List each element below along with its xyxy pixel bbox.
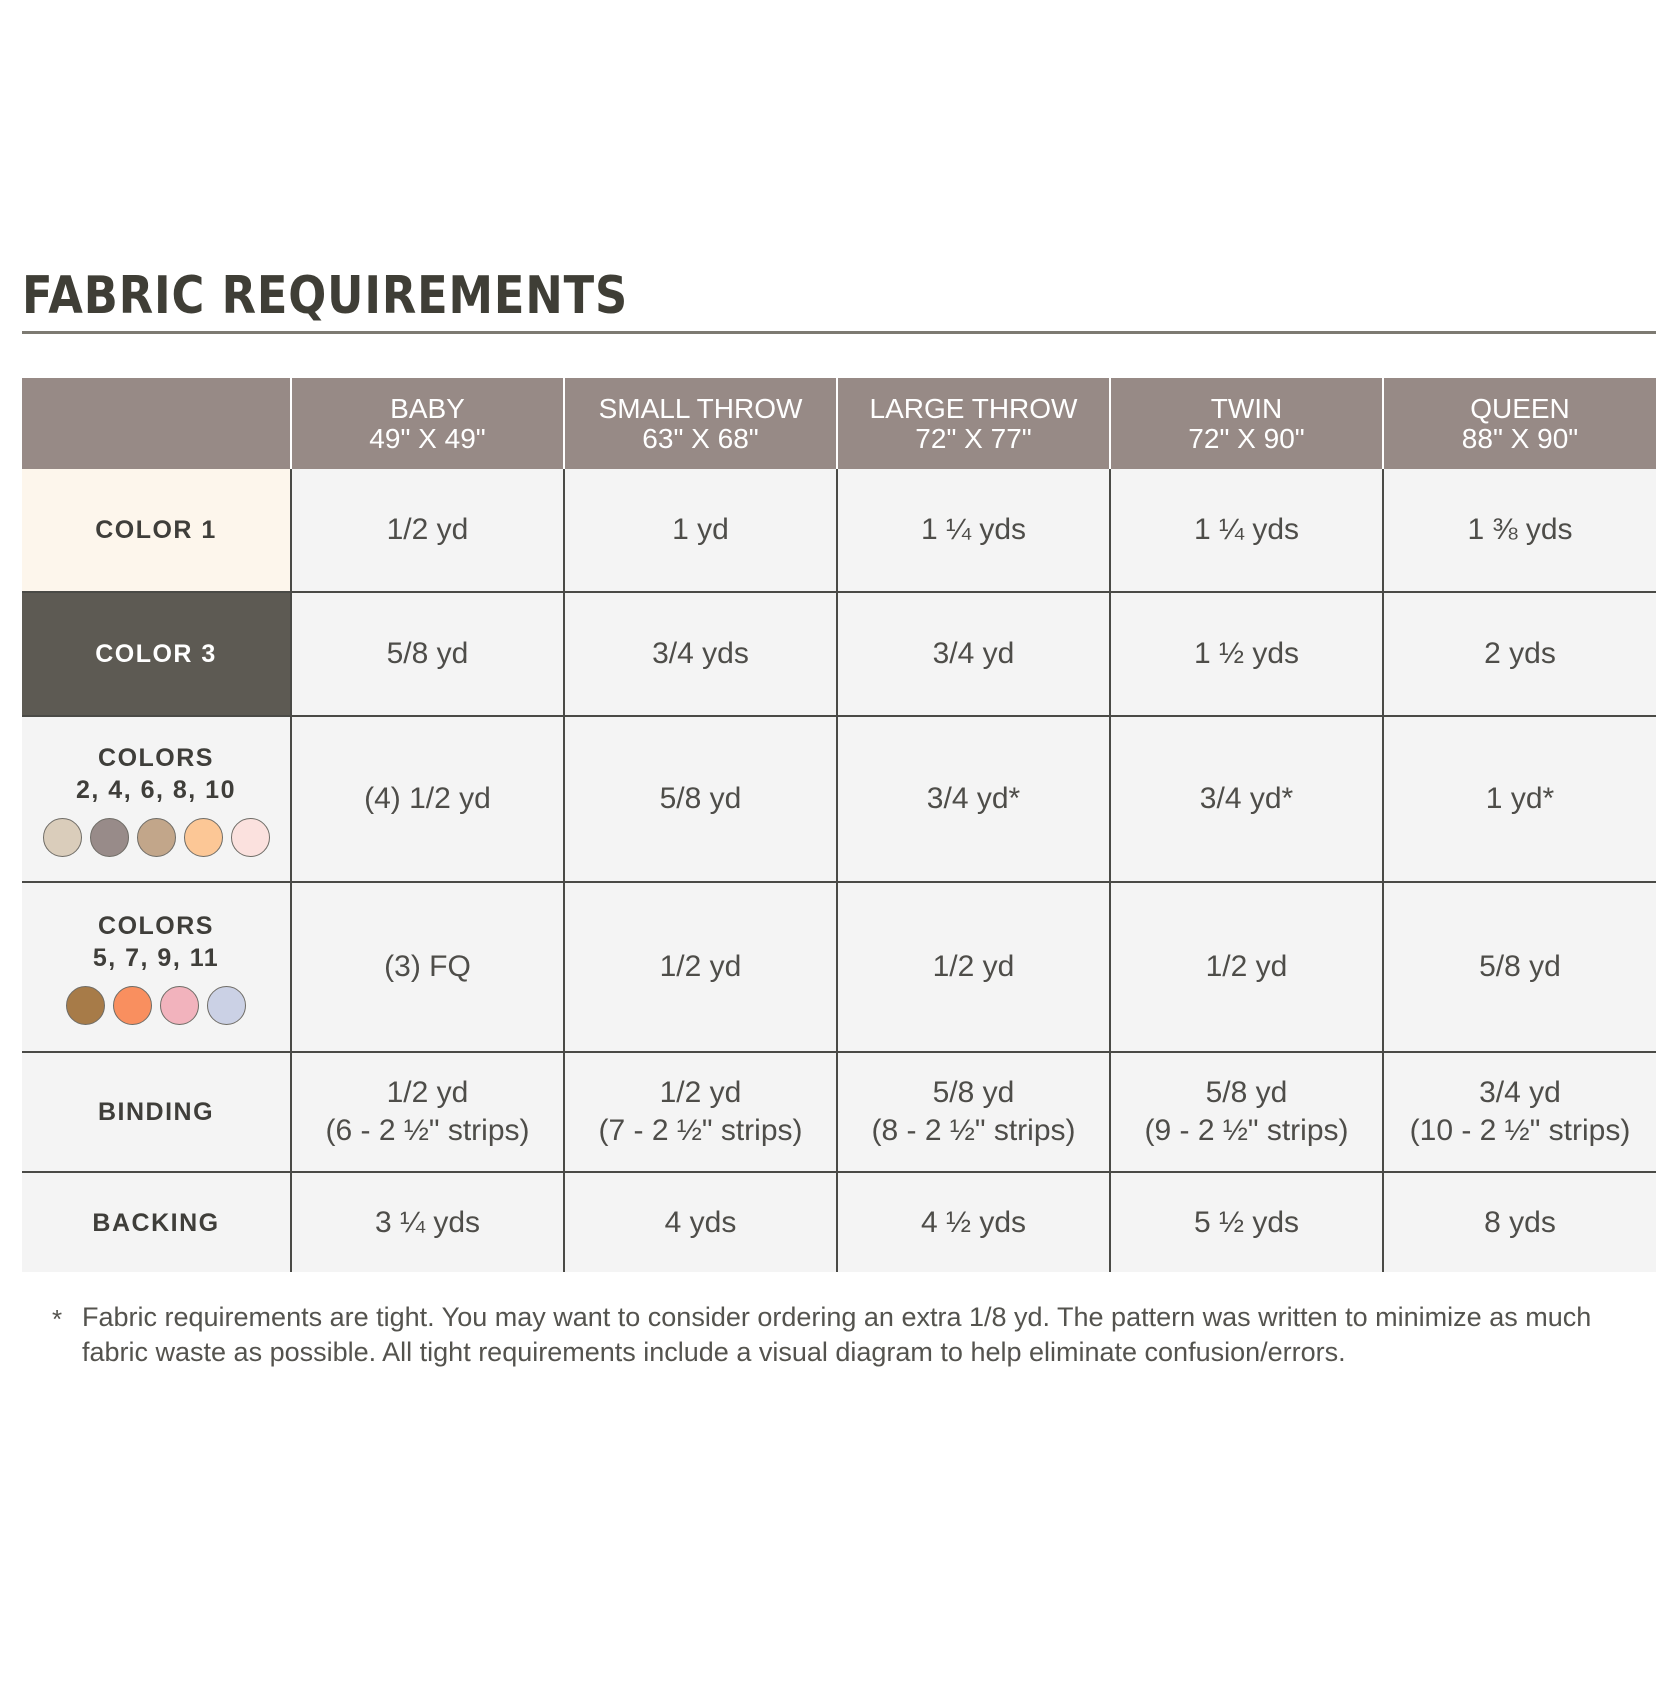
column-name: TWIN bbox=[1210, 392, 1283, 424]
swatch-group bbox=[22, 818, 290, 857]
cell-detail: (7 - 2 ½" strips) bbox=[598, 1114, 803, 1147]
table-cell bbox=[1110, 1052, 1383, 1172]
table-cell bbox=[1383, 1052, 1656, 1172]
row-label-text: COLOR 1 bbox=[95, 516, 217, 544]
table-cell: 1 ¼ yds bbox=[1110, 469, 1383, 592]
table-cell: 5/8 yd bbox=[564, 716, 837, 882]
color-swatch bbox=[231, 818, 270, 857]
column-name: SMALL THROW bbox=[598, 392, 803, 424]
table-cell bbox=[291, 1052, 564, 1172]
column-name: LARGE THROW bbox=[869, 392, 1078, 424]
table-cell: 5/8 yd bbox=[291, 592, 564, 716]
table-cell: 3/4 yd* bbox=[1110, 716, 1383, 882]
table-cell: 1/2 yd bbox=[291, 469, 564, 592]
title-divider bbox=[22, 331, 1656, 334]
table-cell: 5 ½ yds bbox=[1110, 1172, 1383, 1272]
column-name: BABY bbox=[390, 392, 465, 424]
column-size: 88" X 90" bbox=[1461, 422, 1579, 454]
row-label-color-1 bbox=[22, 469, 291, 592]
row-label-colors-odd bbox=[22, 882, 291, 1052]
color-swatch bbox=[184, 818, 223, 857]
table-row-colors-2-4-6-8-10 bbox=[22, 716, 1656, 882]
cell-detail: (10 - 2 ½" strips) bbox=[1409, 1114, 1631, 1147]
column-size: 63" X 68" bbox=[642, 422, 759, 454]
header-small-throw bbox=[564, 378, 837, 469]
table-cell: 1/2 yd bbox=[837, 882, 1110, 1052]
table-cell: (3) FQ bbox=[291, 882, 564, 1052]
column-name: QUEEN bbox=[1470, 392, 1570, 424]
fabric-requirements-table bbox=[22, 378, 1656, 1272]
column-size: 49" X 49" bbox=[369, 422, 486, 454]
table-cell: 1/2 yd bbox=[1110, 882, 1383, 1052]
table-cell: 1 yd* bbox=[1383, 716, 1656, 882]
cell-amount: 3/4 yd bbox=[1479, 1076, 1561, 1109]
cell-amount: 1/2 yd bbox=[386, 1076, 469, 1109]
table-cell: 5/8 yd bbox=[1383, 882, 1656, 1052]
table-cell: 2 yds bbox=[1383, 592, 1656, 716]
table-cell: 3/4 yd* bbox=[837, 716, 1110, 882]
row-label-color-3 bbox=[22, 592, 291, 716]
row-label-text: BINDING bbox=[97, 1098, 215, 1126]
header-row bbox=[22, 378, 1656, 469]
table-cell: 1 yd bbox=[564, 469, 837, 592]
header-queen bbox=[1383, 378, 1656, 469]
swatch-group bbox=[22, 986, 290, 1025]
table-row-colors-5-7-9-11 bbox=[22, 882, 1656, 1052]
table-row-backing bbox=[22, 1172, 1656, 1272]
cell-detail: (8 - 2 ½" strips) bbox=[871, 1114, 1076, 1147]
table-cell bbox=[837, 1052, 1110, 1172]
header-corner bbox=[22, 378, 291, 469]
row-label-colors-even bbox=[22, 716, 291, 882]
table-cell: (4) 1/2 yd bbox=[291, 716, 564, 882]
color-swatch bbox=[90, 818, 129, 857]
table-cell: 3 ¼ yds bbox=[291, 1172, 564, 1272]
header-twin bbox=[1110, 378, 1383, 469]
color-swatch bbox=[160, 986, 199, 1025]
cell-amount: 1/2 yd bbox=[659, 1076, 742, 1109]
color-swatch bbox=[113, 986, 152, 1025]
header-baby bbox=[291, 378, 564, 469]
table-row-color-3 bbox=[22, 592, 1656, 716]
row-label-binding bbox=[22, 1052, 291, 1172]
header-large-throw bbox=[837, 378, 1110, 469]
row-label-text: BACKING bbox=[92, 1208, 220, 1237]
column-size: 72" X 77" bbox=[915, 422, 1032, 454]
footnote-text: Fabric requirements are tight. You may want to consider ordering an extra 1/8 yd. The pattern was written to minimize as much fabric waste as possible. All tight requirements include a visual diagram to help eliminate confusion/errors. bbox=[82, 1302, 1592, 1367]
table-cell: 1 ⅜ yds bbox=[1383, 469, 1656, 592]
row-label-numbers: 2, 4, 6, 8, 10 bbox=[76, 775, 236, 804]
cell-detail: (9 - 2 ½" strips) bbox=[1144, 1114, 1349, 1147]
row-label-backing bbox=[22, 1172, 291, 1272]
table-cell: 4 ½ yds bbox=[837, 1172, 1110, 1272]
row-label-numbers: 5, 7, 9, 11 bbox=[92, 943, 220, 972]
table-cell bbox=[564, 1052, 837, 1172]
color-swatch bbox=[43, 818, 82, 857]
table-row-binding bbox=[22, 1052, 1656, 1172]
table-cell: 4 yds bbox=[564, 1172, 837, 1272]
table-cell: 3/4 yd bbox=[837, 592, 1110, 716]
table-cell: 1 ½ yds bbox=[1110, 592, 1383, 716]
table-row-color-1 bbox=[22, 469, 1656, 592]
column-size: 72" X 90" bbox=[1188, 422, 1305, 454]
footnote bbox=[52, 1300, 1612, 1370]
color-swatch bbox=[66, 986, 105, 1025]
color-swatch bbox=[207, 986, 246, 1025]
asterisk-icon: * bbox=[52, 1304, 63, 1334]
cell-amount: 5/8 yd bbox=[1205, 1076, 1288, 1109]
row-label-text: COLORS bbox=[98, 743, 214, 772]
table-cell: 1 ¼ yds bbox=[837, 469, 1110, 592]
table-cell: 1/2 yd bbox=[564, 882, 837, 1052]
cell-detail: (6 - 2 ½" strips) bbox=[325, 1114, 530, 1147]
table-cell: 3/4 yds bbox=[564, 592, 837, 716]
row-label-text: COLORS bbox=[98, 911, 214, 940]
row-label-text: COLOR 3 bbox=[95, 640, 217, 668]
color-swatch bbox=[137, 818, 176, 857]
table-cell: 8 yds bbox=[1383, 1172, 1656, 1272]
page-title: FABRIC REQUIREMENTS bbox=[22, 266, 629, 326]
cell-amount: 5/8 yd bbox=[932, 1076, 1015, 1109]
